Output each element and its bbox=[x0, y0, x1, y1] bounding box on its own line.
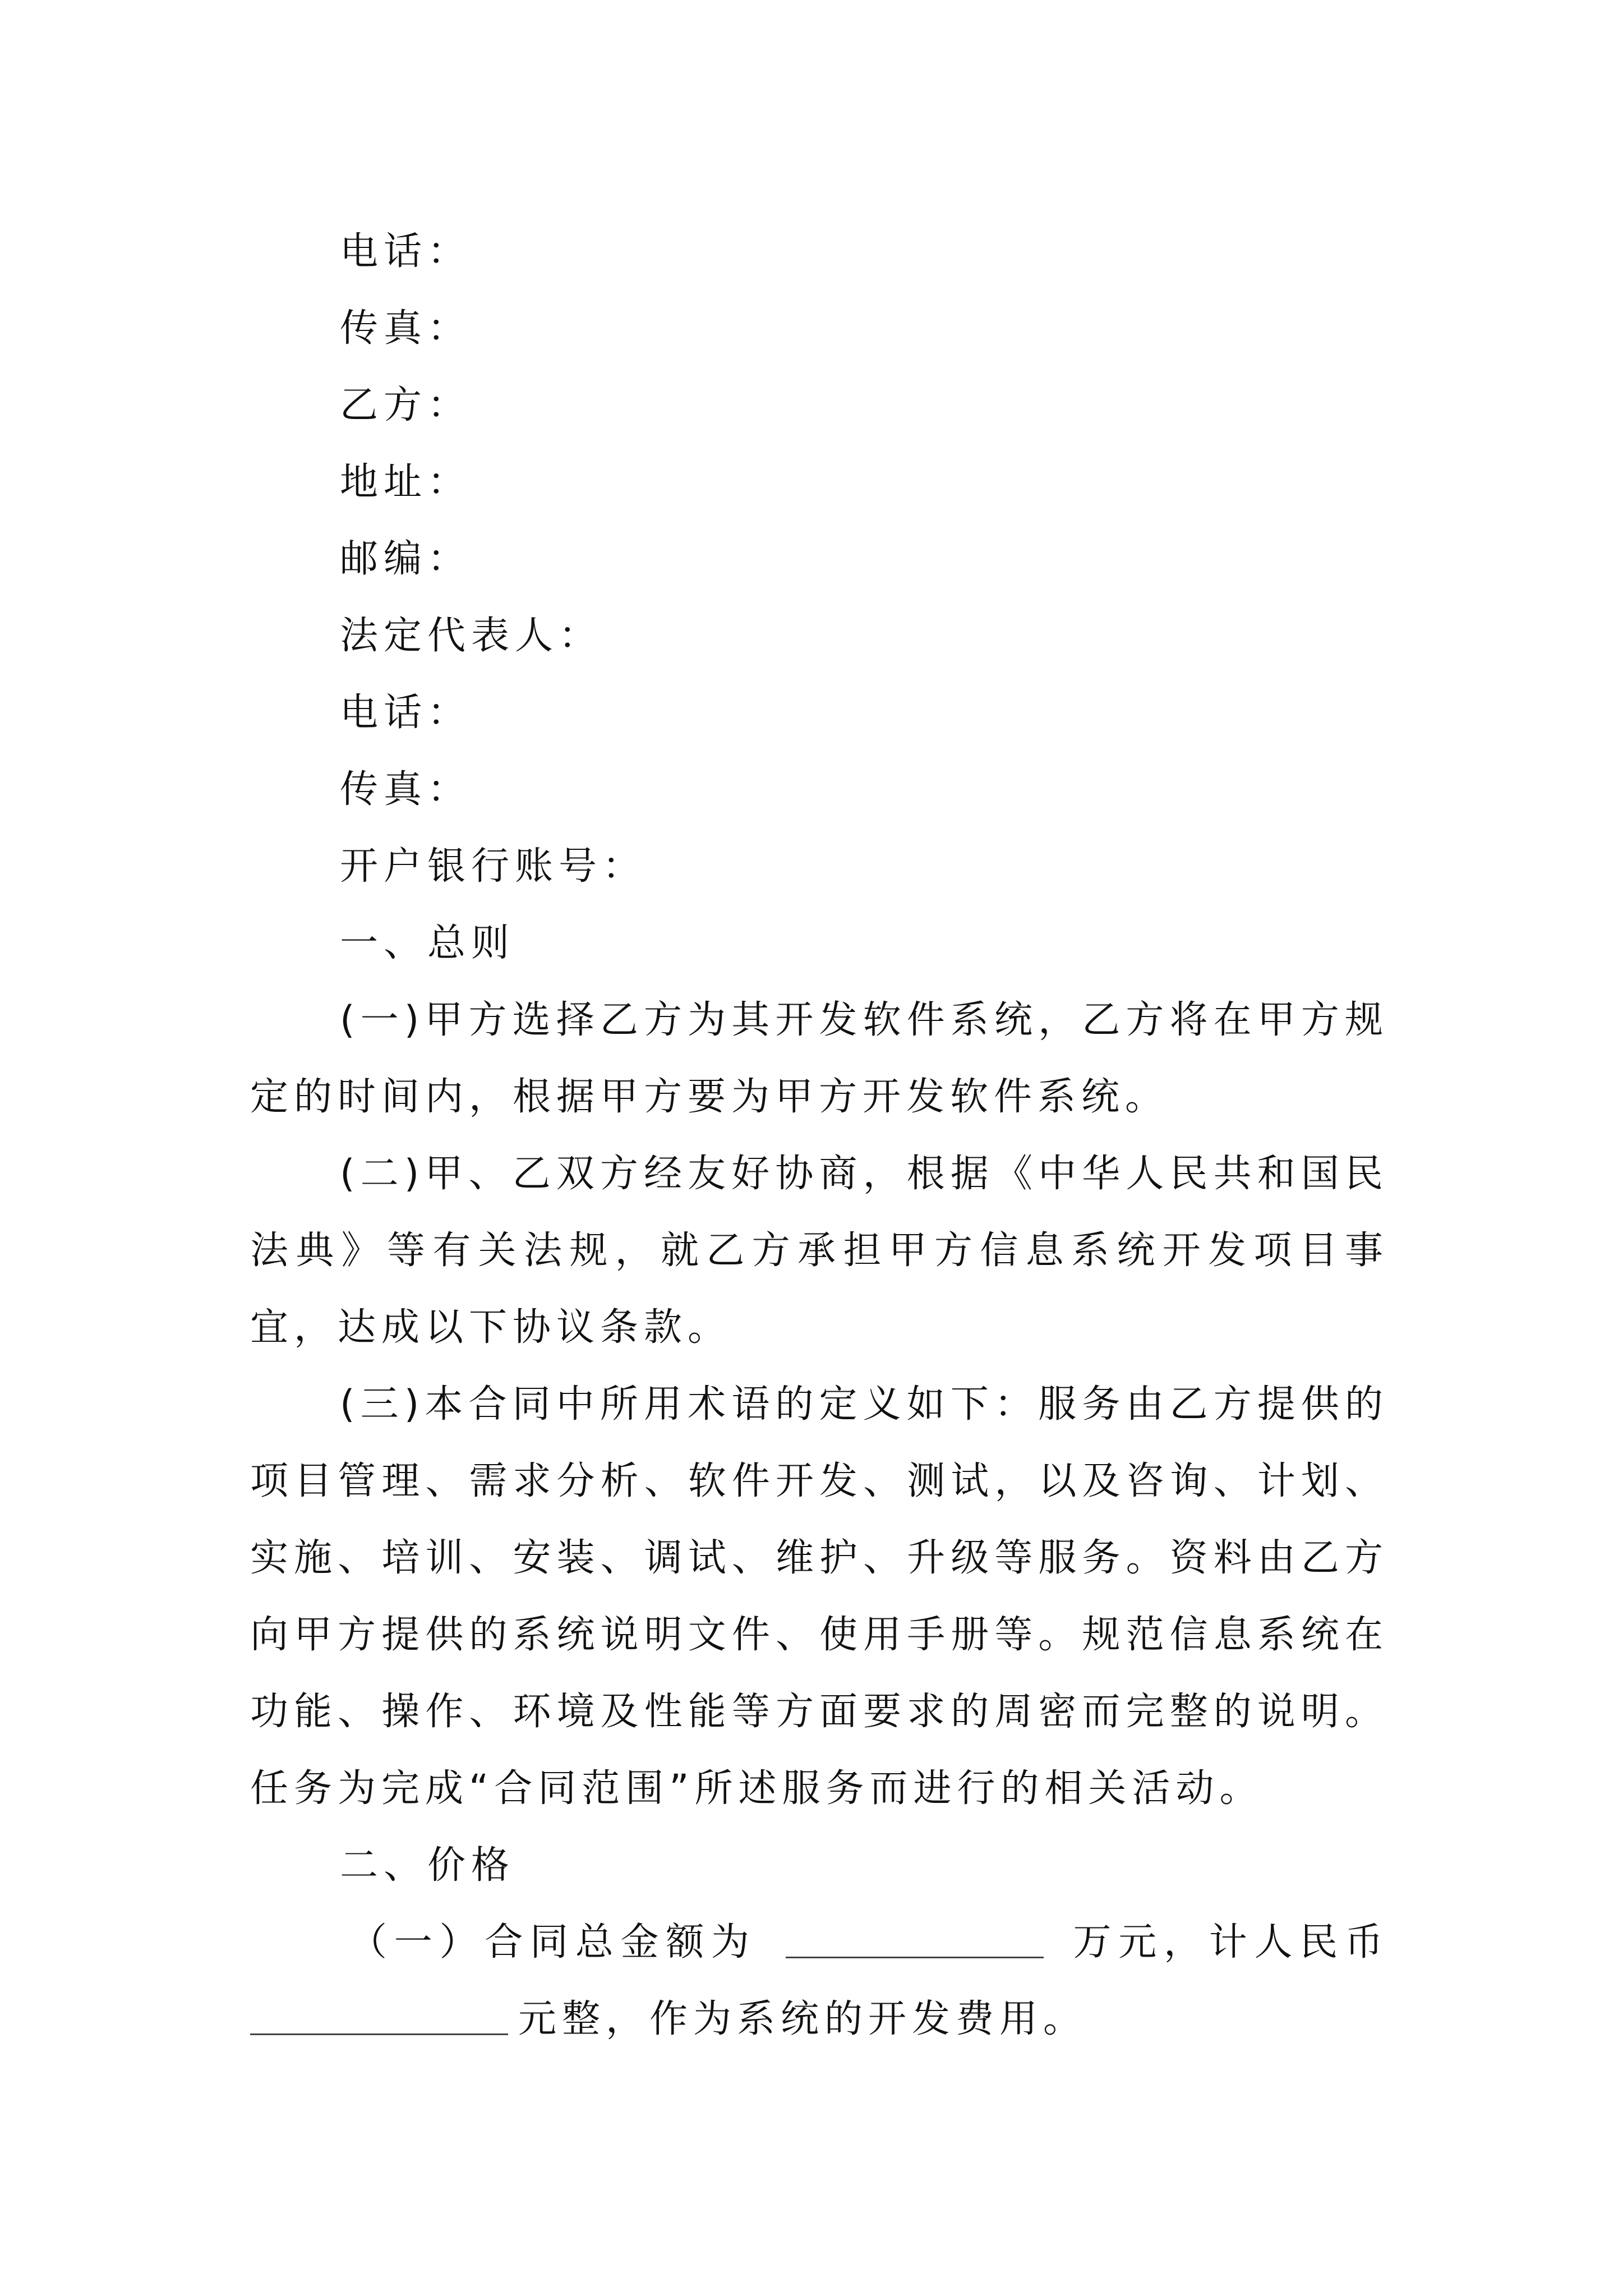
clause-general-3: (三)本合同中所用术语的定义如下：服务由乙方提供的项目管理、需求分析、软件开发、测试，以及咨询、计划、实施、培训、安装、调试、维护、升级等服务。资料由乙方向甲方提供的系统说明文件、使用手册等。规范信息系统在功能、操作、环境及性能等方面要求的周密而完整的说明。任务为完成“合同范围”所述服务而进行的相关活动。 bbox=[250, 1382, 1389, 1811]
party-b-postcode-label: 邮编： bbox=[340, 537, 472, 581]
party-b-label: 乙方： bbox=[340, 383, 472, 427]
amount-rmb-blank[interactable] bbox=[250, 1995, 508, 2035]
party-b-bank-account-label: 开户银行账号： bbox=[340, 844, 647, 889]
price-prefix-text: （一）合同总金额为 bbox=[349, 1920, 757, 1964]
contract-text bbox=[250, 213, 1389, 2058]
section-heading-general: 一、总则 bbox=[340, 921, 515, 965]
party-a-fax-label: 传真： bbox=[340, 306, 472, 351]
section-heading-price: 二、价格 bbox=[340, 1843, 515, 1888]
clause-price-1 bbox=[250, 1904, 1389, 2058]
party-b-legal-rep-label: 法定代表人： bbox=[340, 614, 603, 658]
amount-wan-blank[interactable] bbox=[786, 1918, 1044, 1958]
clause-general-2: (二)甲、乙双方经友好协商，根据《中华人民共和国民法典》等有关法规，就乙方承担甲方信息系统开发项目事宜，达成以下协议条款。 bbox=[250, 1152, 1389, 1350]
price-mid-text: 万元，计人民币 bbox=[1073, 1920, 1389, 1964]
party-a-phone-label: 电话： bbox=[340, 229, 472, 274]
party-b-phone-label: 电话： bbox=[340, 691, 472, 735]
party-b-fax-label: 传真： bbox=[340, 767, 472, 812]
clause-general-1: (一)甲方选择乙方为其开发软件系统，乙方将在甲方规定的时间内，根据甲方要为甲方开发软件系统。 bbox=[250, 998, 1389, 1119]
price-suffix-text: 元整，作为系统的开发费用。 bbox=[518, 1997, 1087, 2041]
party-b-address-label: 地址： bbox=[340, 460, 472, 504]
